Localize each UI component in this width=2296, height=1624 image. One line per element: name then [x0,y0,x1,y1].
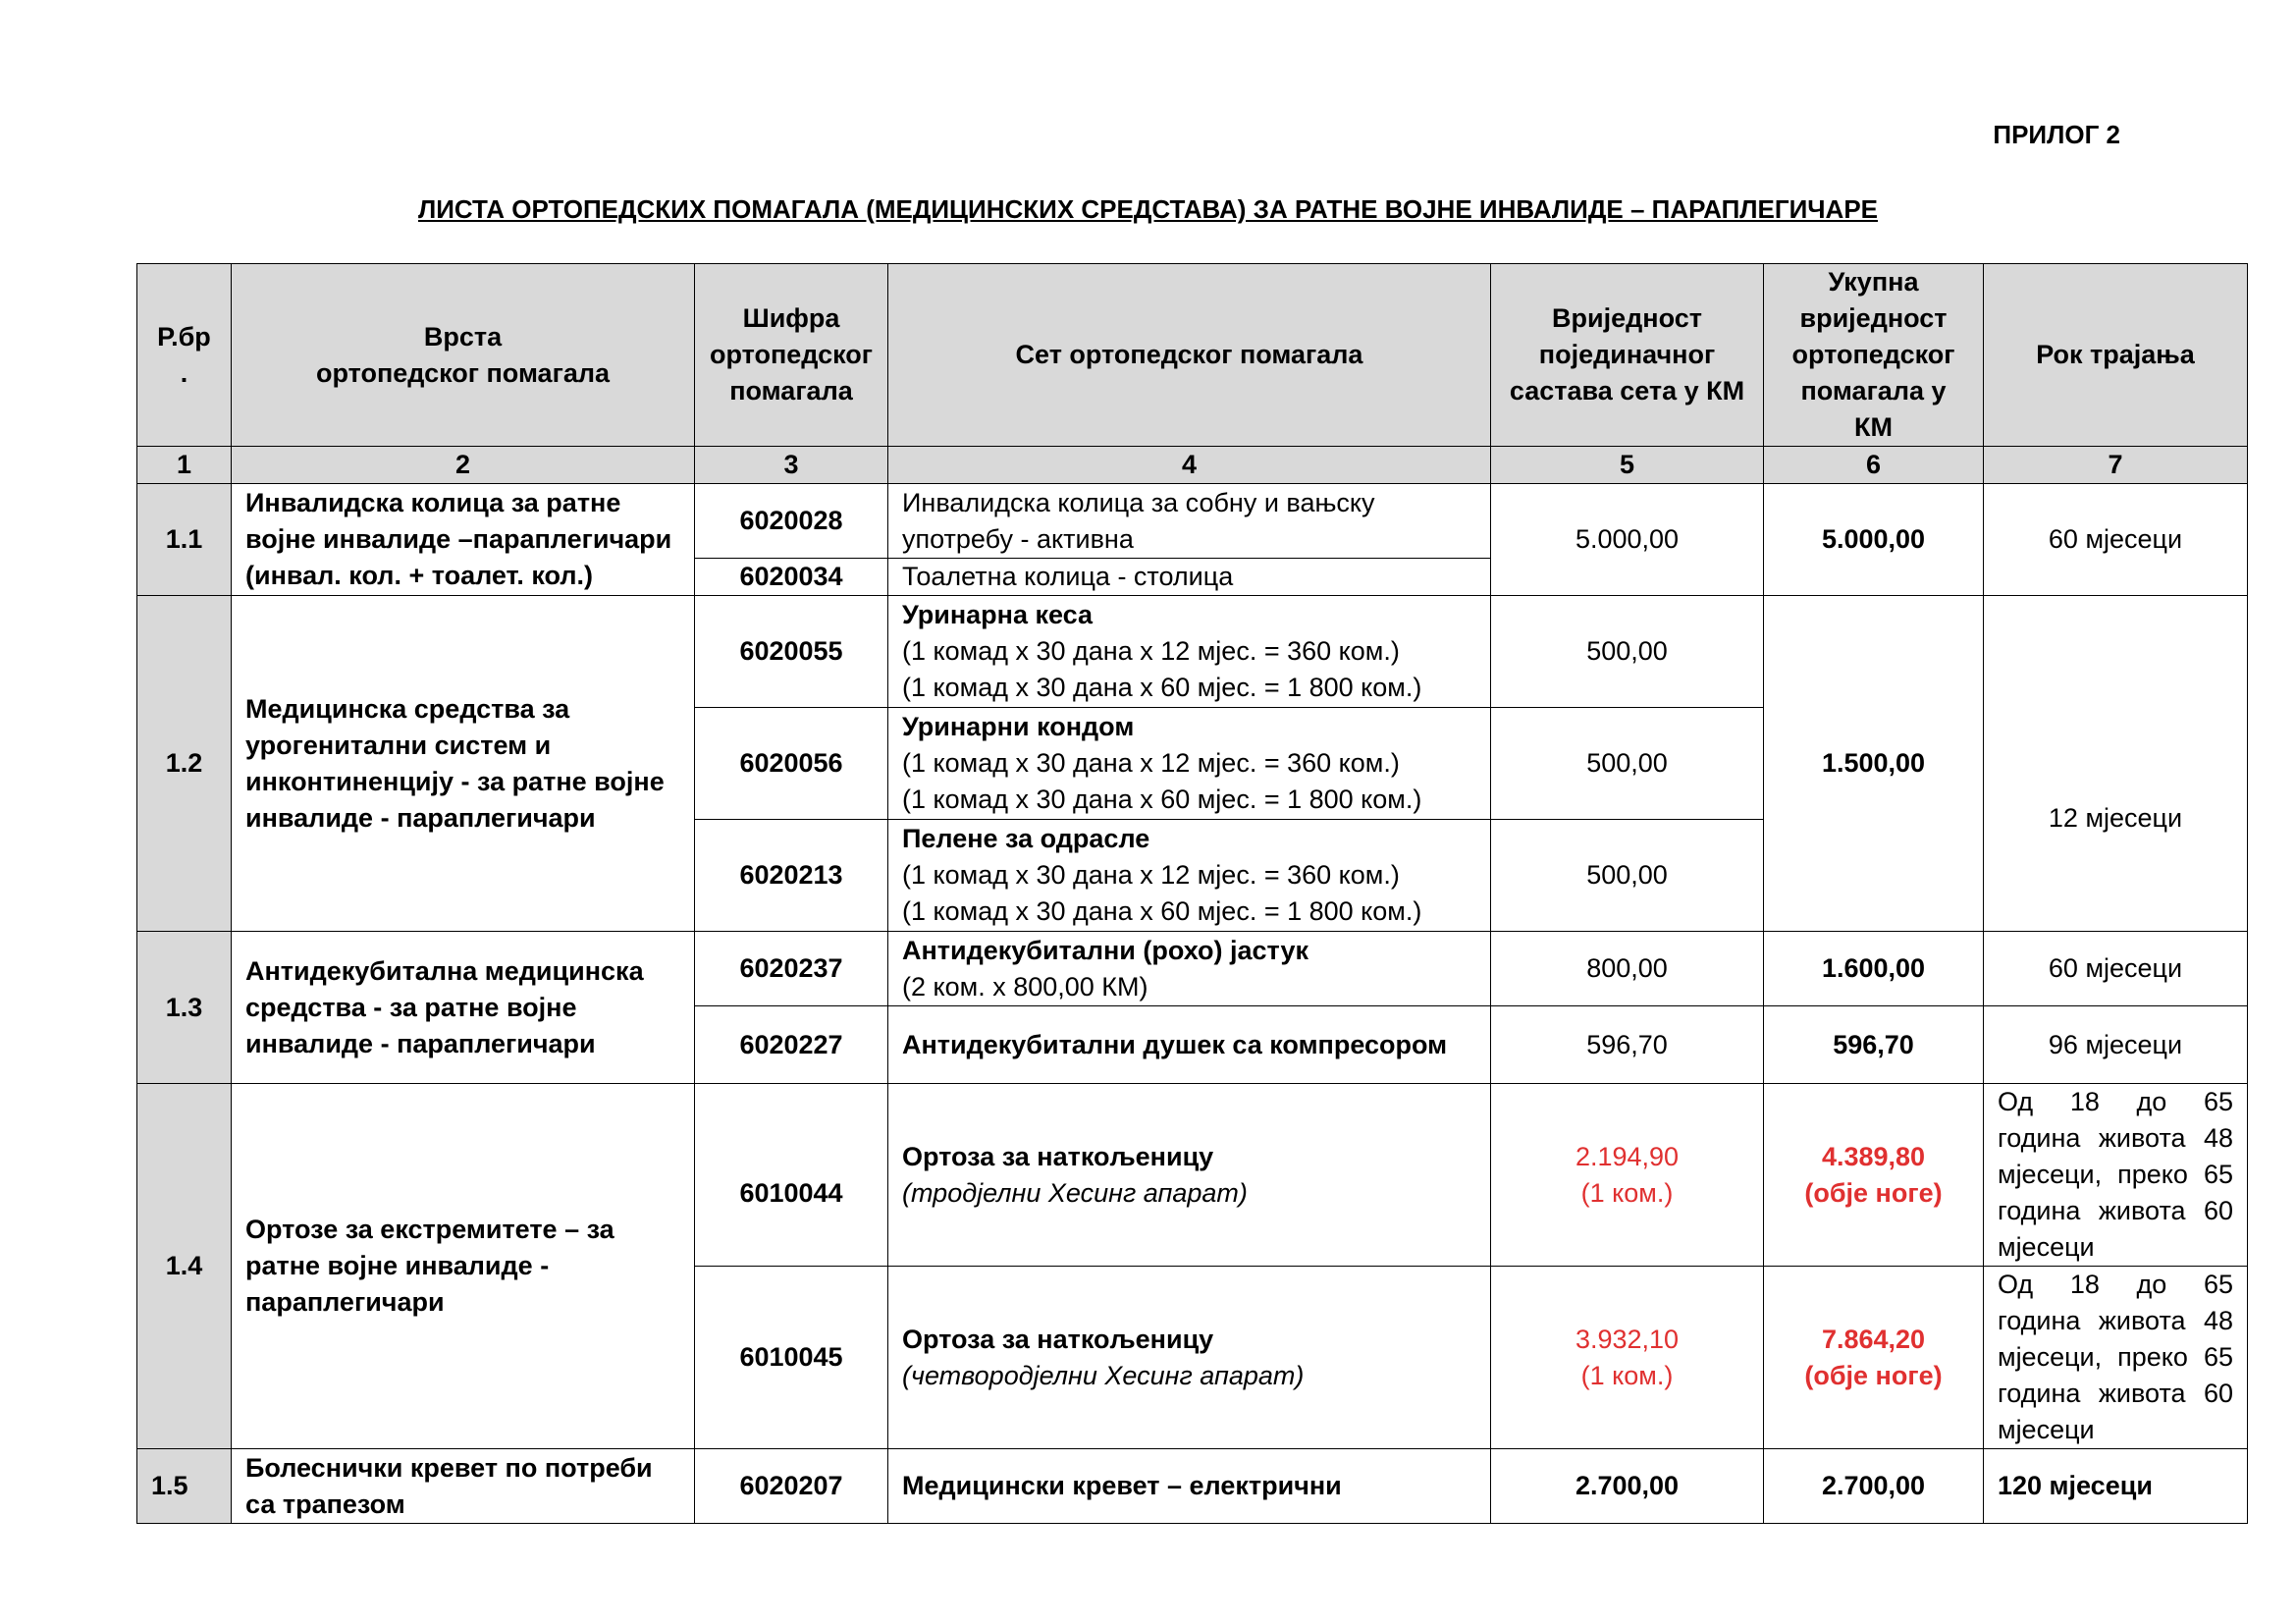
aid-set: Ортоза за наткољеницу (тродјелни Хесинг апарат) [888,1084,1491,1267]
column-number: 5 [1491,447,1764,484]
row-number: 1.3 [137,932,232,1084]
aid-value: 5.000,00 [1491,484,1764,596]
header-code: Шифра ортопедског помагала [695,264,888,447]
aid-duration: 120 мјесеци [1984,1449,2248,1524]
row-number: 1.4 [137,1084,232,1449]
aid-duration: Од 18 до 65 година живота 48 мјесеци, преко 65 година живота 60 мјесеци [1984,1267,2248,1449]
aid-total: 1.600,00 [1764,932,1984,1006]
table-row [137,484,2248,559]
aid-type: Ортозе за екстремитете – за ратне војне инвалиде - параплегичари [232,1084,695,1449]
aid-type: Медицинска средства за урогенитални систем и инконтиненцију - за ратне војне инвалиде - параплегичари [232,596,695,932]
header-total: Укупна вриједност ортопедског помагала у КМ [1764,264,1984,447]
row-number: 1.1 [137,484,232,596]
column-number: 7 [1984,447,2248,484]
table-row [137,1084,2248,1267]
aid-value: 500,00 [1491,596,1764,708]
aid-code: 6020055 [695,596,888,708]
aid-type: Антидекубитална медицинска средства - за ратне војне инвалиде - параплегичари [232,932,695,1084]
aid-total: 5.000,00 [1764,484,1984,596]
aid-code: 6020056 [695,708,888,820]
column-number-row [137,447,2248,484]
aid-value: 2.194,90 (1 ком.) [1491,1084,1764,1267]
header-set: Сет ортопедског помагала [888,264,1491,447]
aid-total: 596,70 [1764,1006,1984,1084]
aid-code: 6020028 [695,484,888,559]
header-rbr: Р.бр . [137,264,232,447]
aid-set: Ортоза за наткољеницу (четвородјелни Хесинг апарат) [888,1267,1491,1449]
aid-duration: 60 мјесеци [1984,484,2248,596]
aid-code: 6020237 [695,932,888,1006]
aid-set: Антидекубитални (рохо) јастук (2 ком. x 800,00 КМ) [888,932,1491,1006]
aid-set: Уринарна кеса (1 комад x 30 дана x 12 мјес. = 360 ком.) (1 комад x 30 дана x 60 мјес. = 1 800 ком.) [888,596,1491,708]
column-number: 3 [695,447,888,484]
table-row [137,932,2248,1006]
aid-value: 500,00 [1491,820,1764,932]
table-header-row [137,264,2248,447]
row-number: 1.5 [137,1449,232,1524]
aid-value: 2.700,00 [1491,1449,1764,1524]
header-value: Вриједност појединачног састава сета у КМ [1491,264,1764,447]
column-number: 1 [137,447,232,484]
aid-set: Антидекубитални душек са компресором [888,1006,1491,1084]
table-row [137,596,2248,708]
aid-total: 1.500,00 [1764,596,1984,932]
annex-label: ПРИЛОГ 2 [1993,120,2120,149]
header-type: Врста ортопедског помагала [232,264,695,447]
aid-code: 6020034 [695,559,888,596]
aid-code: 6010045 [695,1267,888,1449]
column-number: 2 [232,447,695,484]
aid-code: 6010044 [695,1084,888,1267]
aid-set: Тоалетна колица - столица [888,559,1491,596]
aid-code: 6020227 [695,1006,888,1084]
aid-type: Болеснички кревет по потреби са трапезом [232,1449,695,1524]
header-duration: Рок трајања [1984,264,2248,447]
aids-table [136,263,2248,1524]
aid-value: 596,70 [1491,1006,1764,1084]
aid-duration: 60 мјесеци [1984,932,2248,1006]
aid-value: 3.932,10 (1 ком.) [1491,1267,1764,1449]
aid-duration: Од 18 до 65 година живота 48 мјесеци, преко 65 година живота 60 мјесеци [1984,1084,2248,1267]
aid-duration: 12 мјесеци [1984,596,2248,932]
aid-duration: 96 мјесеци [1984,1006,2248,1084]
document-title: ЛИСТА ОРТОПЕДСКИХ ПОМАГАЛА (МЕДИЦИНСКИХ СРЕДСТАВА) ЗА РАТНЕ ВОЈНЕ ИНВАЛИДЕ – ПАРАПЛЕГИЧАРЕ [417,194,1879,224]
aid-set: Инвалидска колица за собну и вањску употребу - активна [888,484,1491,559]
aid-total: 2.700,00 [1764,1449,1984,1524]
aid-type: Инвалидска колица за ратне војне инвалиде –параплегичари (инвал. кол. + тоалет. кол.) [232,484,695,596]
row-number: 1.2 [137,596,232,932]
aid-set: Пелене за одрасле (1 комад x 30 дана x 12 мјес. = 360 ком.) (1 комад x 30 дана x 60 мјес. = 1 800 ком.) [888,820,1491,932]
aid-code: 6020207 [695,1449,888,1524]
aid-code: 6020213 [695,820,888,932]
aid-total: 7.864,20 (обје ноге) [1764,1267,1984,1449]
aid-value: 800,00 [1491,932,1764,1006]
column-number: 4 [888,447,1491,484]
aid-total: 4.389,80 (обје ноге) [1764,1084,1984,1267]
aid-value: 500,00 [1491,708,1764,820]
aid-set: Уринарни кондом (1 комад x 30 дана x 12 мјес. = 360 ком.) (1 комад x 30 дана x 60 мјес. = 1 800 ком.) [888,708,1491,820]
aid-set: Медицински кревет – електрични [888,1449,1491,1524]
column-number: 6 [1764,447,1984,484]
table-row [137,1449,2248,1524]
